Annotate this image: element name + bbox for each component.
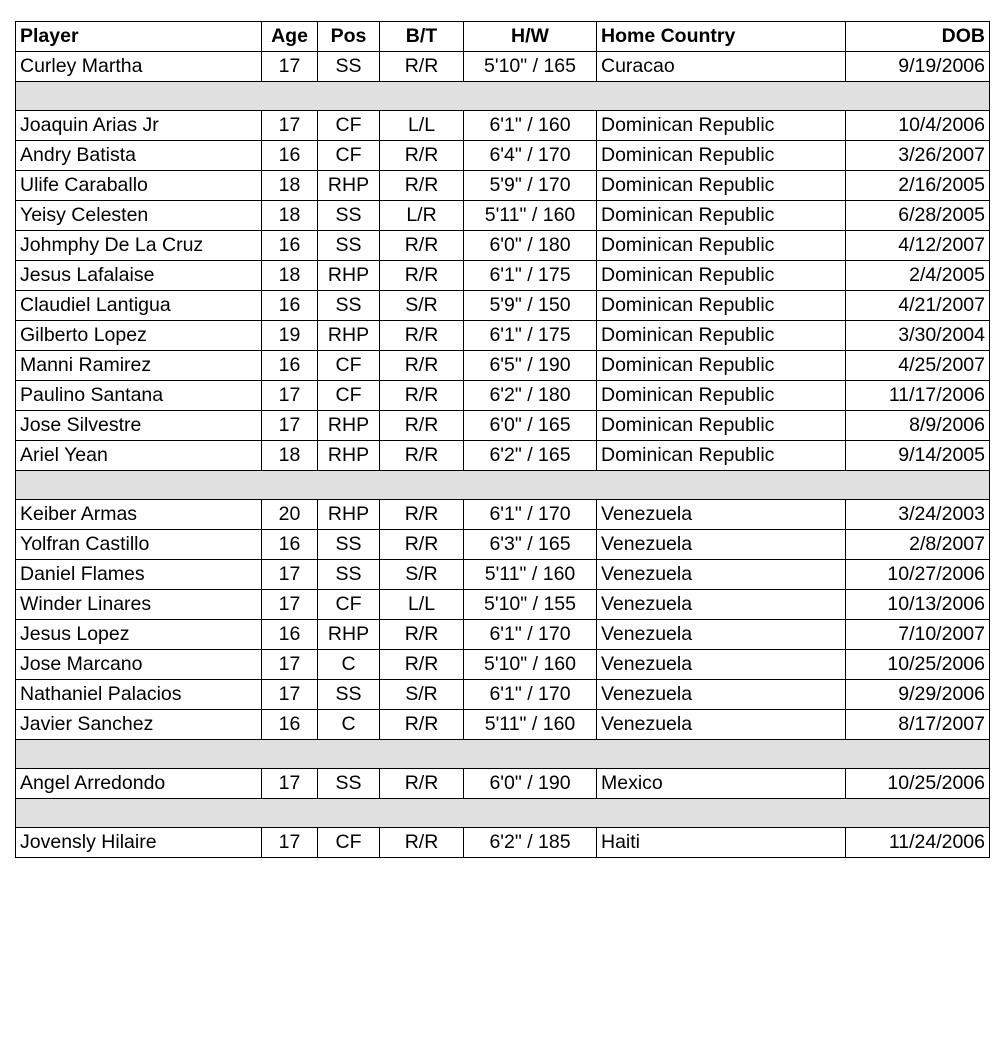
separator-cell <box>16 471 990 500</box>
cell-country: Dominican Republic <box>597 381 846 411</box>
cell-dob: 8/17/2007 <box>846 710 990 740</box>
cell-pos: SS <box>318 291 380 321</box>
cell-pos: CF <box>318 111 380 141</box>
cell-country: Dominican Republic <box>597 411 846 441</box>
table-row <box>16 261 990 291</box>
table-row <box>16 111 990 141</box>
cell-dob: 6/28/2005 <box>846 201 990 231</box>
header-age: Age <box>262 22 318 52</box>
cell-hw: 6'2" / 185 <box>464 828 597 858</box>
cell-player: Nathaniel Palacios <box>16 680 262 710</box>
cell-pos: CF <box>318 828 380 858</box>
table-row <box>16 441 990 471</box>
cell-age: 18 <box>262 441 318 471</box>
separator-cell <box>16 82 990 111</box>
cell-age: 18 <box>262 261 318 291</box>
cell-dob: 2/16/2005 <box>846 171 990 201</box>
cell-bt: S/R <box>380 291 464 321</box>
cell-hw: 5'11" / 160 <box>464 710 597 740</box>
cell-pos: SS <box>318 231 380 261</box>
cell-hw: 6'2" / 180 <box>464 381 597 411</box>
cell-dob: 4/12/2007 <box>846 231 990 261</box>
cell-hw: 5'9" / 170 <box>464 171 597 201</box>
table-row <box>16 590 990 620</box>
cell-player: Jose Marcano <box>16 650 262 680</box>
table-row <box>16 828 990 858</box>
cell-dob: 2/4/2005 <box>846 261 990 291</box>
cell-bt: R/R <box>380 828 464 858</box>
cell-bt: R/R <box>380 500 464 530</box>
table-row <box>16 620 990 650</box>
cell-bt: R/R <box>380 261 464 291</box>
cell-age: 16 <box>262 141 318 171</box>
cell-pos: SS <box>318 530 380 560</box>
cell-country: Dominican Republic <box>597 201 846 231</box>
cell-country: Venezuela <box>597 650 846 680</box>
cell-hw: 6'4" / 170 <box>464 141 597 171</box>
cell-player: Andry Batista <box>16 141 262 171</box>
cell-dob: 9/19/2006 <box>846 52 990 82</box>
cell-player: Yeisy Celesten <box>16 201 262 231</box>
separator-cell <box>16 740 990 769</box>
cell-pos: RHP <box>318 261 380 291</box>
cell-player: Ulife Caraballo <box>16 171 262 201</box>
cell-bt: R/R <box>380 620 464 650</box>
cell-bt: R/R <box>380 351 464 381</box>
cell-hw: 6'1" / 175 <box>464 321 597 351</box>
cell-player: Javier Sanchez <box>16 710 262 740</box>
cell-player: Claudiel Lantigua <box>16 291 262 321</box>
cell-country: Dominican Republic <box>597 141 846 171</box>
cell-age: 17 <box>262 769 318 799</box>
cell-age: 17 <box>262 828 318 858</box>
cell-hw: 6'1" / 170 <box>464 620 597 650</box>
cell-age: 17 <box>262 560 318 590</box>
cell-dob: 10/25/2006 <box>846 650 990 680</box>
cell-player: Gilberto Lopez <box>16 321 262 351</box>
table-row <box>16 381 990 411</box>
cell-bt: L/R <box>380 201 464 231</box>
cell-hw: 5'10" / 155 <box>464 590 597 620</box>
cell-player: Ariel Yean <box>16 441 262 471</box>
table-row <box>16 171 990 201</box>
cell-hw: 6'0" / 180 <box>464 231 597 261</box>
cell-age: 16 <box>262 231 318 261</box>
cell-pos: CF <box>318 381 380 411</box>
cell-age: 16 <box>262 530 318 560</box>
cell-player: Daniel Flames <box>16 560 262 590</box>
table-row <box>16 201 990 231</box>
table-row <box>16 231 990 261</box>
cell-bt: L/L <box>380 111 464 141</box>
cell-age: 18 <box>262 201 318 231</box>
group-separator-row <box>16 799 990 828</box>
cell-age: 17 <box>262 411 318 441</box>
cell-dob: 3/26/2007 <box>846 141 990 171</box>
cell-country: Venezuela <box>597 680 846 710</box>
cell-dob: 10/25/2006 <box>846 769 990 799</box>
table-row <box>16 411 990 441</box>
cell-player: Paulino Santana <box>16 381 262 411</box>
cell-hw: 5'11" / 160 <box>464 560 597 590</box>
cell-bt: R/R <box>380 411 464 441</box>
cell-country: Dominican Republic <box>597 111 846 141</box>
cell-dob: 3/30/2004 <box>846 321 990 351</box>
cell-player: Yolfran Castillo <box>16 530 262 560</box>
cell-pos: RHP <box>318 171 380 201</box>
cell-hw: 5'9" / 150 <box>464 291 597 321</box>
cell-pos: RHP <box>318 500 380 530</box>
cell-bt: R/R <box>380 231 464 261</box>
cell-bt: R/R <box>380 381 464 411</box>
cell-pos: SS <box>318 680 380 710</box>
cell-bt: S/R <box>380 680 464 710</box>
cell-hw: 6'5" / 190 <box>464 351 597 381</box>
cell-hw: 6'1" / 160 <box>464 111 597 141</box>
cell-age: 17 <box>262 111 318 141</box>
cell-bt: S/R <box>380 560 464 590</box>
group-separator-row <box>16 740 990 769</box>
header-dob: DOB <box>846 22 990 52</box>
cell-dob: 3/24/2003 <box>846 500 990 530</box>
cell-pos: CF <box>318 351 380 381</box>
cell-player: Angel Arredondo <box>16 769 262 799</box>
cell-bt: R/R <box>380 52 464 82</box>
cell-player: Keiber Armas <box>16 500 262 530</box>
group-separator-row <box>16 471 990 500</box>
table-row <box>16 291 990 321</box>
cell-hw: 6'1" / 175 <box>464 261 597 291</box>
table-row <box>16 560 990 590</box>
cell-player: Jovensly Hilaire <box>16 828 262 858</box>
table-row <box>16 680 990 710</box>
cell-country: Venezuela <box>597 620 846 650</box>
cell-country: Venezuela <box>597 560 846 590</box>
cell-country: Dominican Republic <box>597 291 846 321</box>
cell-dob: 11/17/2006 <box>846 381 990 411</box>
cell-bt: R/R <box>380 650 464 680</box>
roster-table <box>15 21 990 858</box>
header-row <box>16 22 990 52</box>
cell-pos: SS <box>318 52 380 82</box>
cell-dob: 11/24/2006 <box>846 828 990 858</box>
cell-hw: 6'0" / 190 <box>464 769 597 799</box>
cell-bt: R/R <box>380 171 464 201</box>
cell-dob: 10/13/2006 <box>846 590 990 620</box>
cell-bt: R/R <box>380 141 464 171</box>
header-country: Home Country <box>597 22 846 52</box>
cell-hw: 6'3" / 165 <box>464 530 597 560</box>
cell-pos: SS <box>318 201 380 231</box>
cell-hw: 6'2" / 165 <box>464 441 597 471</box>
cell-age: 17 <box>262 590 318 620</box>
cell-country: Venezuela <box>597 500 846 530</box>
cell-age: 17 <box>262 381 318 411</box>
cell-country: Dominican Republic <box>597 231 846 261</box>
cell-pos: CF <box>318 590 380 620</box>
cell-dob: 9/14/2005 <box>846 441 990 471</box>
cell-dob: 10/27/2006 <box>846 560 990 590</box>
cell-player: Joaquin Arias Jr <box>16 111 262 141</box>
cell-age: 17 <box>262 650 318 680</box>
cell-country: Dominican Republic <box>597 441 846 471</box>
cell-pos: RHP <box>318 441 380 471</box>
roster-body <box>16 52 990 858</box>
cell-bt: R/R <box>380 710 464 740</box>
cell-bt: R/R <box>380 769 464 799</box>
cell-player: Jesus Lafalaise <box>16 261 262 291</box>
cell-country: Dominican Republic <box>597 171 846 201</box>
cell-dob: 7/10/2007 <box>846 620 990 650</box>
cell-pos: SS <box>318 560 380 590</box>
table-row <box>16 351 990 381</box>
cell-player: Winder Linares <box>16 590 262 620</box>
cell-country: Haiti <box>597 828 846 858</box>
cell-pos: RHP <box>318 620 380 650</box>
header-player: Player <box>16 22 262 52</box>
cell-dob: 10/4/2006 <box>846 111 990 141</box>
cell-age: 16 <box>262 620 318 650</box>
cell-pos: C <box>318 650 380 680</box>
header-hw: H/W <box>464 22 597 52</box>
table-row <box>16 500 990 530</box>
cell-pos: CF <box>318 141 380 171</box>
cell-player: Curley Martha <box>16 52 262 82</box>
cell-age: 16 <box>262 351 318 381</box>
table-row <box>16 710 990 740</box>
cell-age: 18 <box>262 171 318 201</box>
cell-dob: 4/25/2007 <box>846 351 990 381</box>
cell-pos: SS <box>318 769 380 799</box>
cell-player: Johmphy De La Cruz <box>16 231 262 261</box>
header-pos: Pos <box>318 22 380 52</box>
group-separator-row <box>16 82 990 111</box>
cell-bt: R/R <box>380 321 464 351</box>
cell-age: 20 <box>262 500 318 530</box>
cell-player: Manni Ramirez <box>16 351 262 381</box>
cell-player: Jesus Lopez <box>16 620 262 650</box>
cell-hw: 6'1" / 170 <box>464 680 597 710</box>
header-bt: B/T <box>380 22 464 52</box>
cell-player: Jose Silvestre <box>16 411 262 441</box>
cell-dob: 9/29/2006 <box>846 680 990 710</box>
cell-hw: 5'11" / 160 <box>464 201 597 231</box>
table-row <box>16 530 990 560</box>
separator-cell <box>16 799 990 828</box>
cell-age: 17 <box>262 52 318 82</box>
cell-age: 19 <box>262 321 318 351</box>
table-row <box>16 321 990 351</box>
cell-country: Curacao <box>597 52 846 82</box>
cell-age: 16 <box>262 291 318 321</box>
cell-country: Dominican Republic <box>597 351 846 381</box>
cell-country: Mexico <box>597 769 846 799</box>
cell-dob: 4/21/2007 <box>846 291 990 321</box>
cell-bt: R/R <box>380 530 464 560</box>
cell-hw: 6'0" / 165 <box>464 411 597 441</box>
cell-hw: 6'1" / 170 <box>464 500 597 530</box>
cell-country: Venezuela <box>597 590 846 620</box>
cell-bt: L/L <box>380 590 464 620</box>
table-row <box>16 769 990 799</box>
cell-country: Venezuela <box>597 530 846 560</box>
cell-country: Venezuela <box>597 710 846 740</box>
table-row <box>16 141 990 171</box>
cell-age: 17 <box>262 680 318 710</box>
cell-pos: RHP <box>318 411 380 441</box>
cell-country: Dominican Republic <box>597 261 846 291</box>
cell-bt: R/R <box>380 441 464 471</box>
cell-pos: C <box>318 710 380 740</box>
table-row <box>16 650 990 680</box>
cell-country: Dominican Republic <box>597 321 846 351</box>
table-row <box>16 52 990 82</box>
cell-hw: 5'10" / 160 <box>464 650 597 680</box>
cell-dob: 8/9/2006 <box>846 411 990 441</box>
cell-age: 16 <box>262 710 318 740</box>
cell-hw: 5'10" / 165 <box>464 52 597 82</box>
cell-dob: 2/8/2007 <box>846 530 990 560</box>
cell-pos: RHP <box>318 321 380 351</box>
